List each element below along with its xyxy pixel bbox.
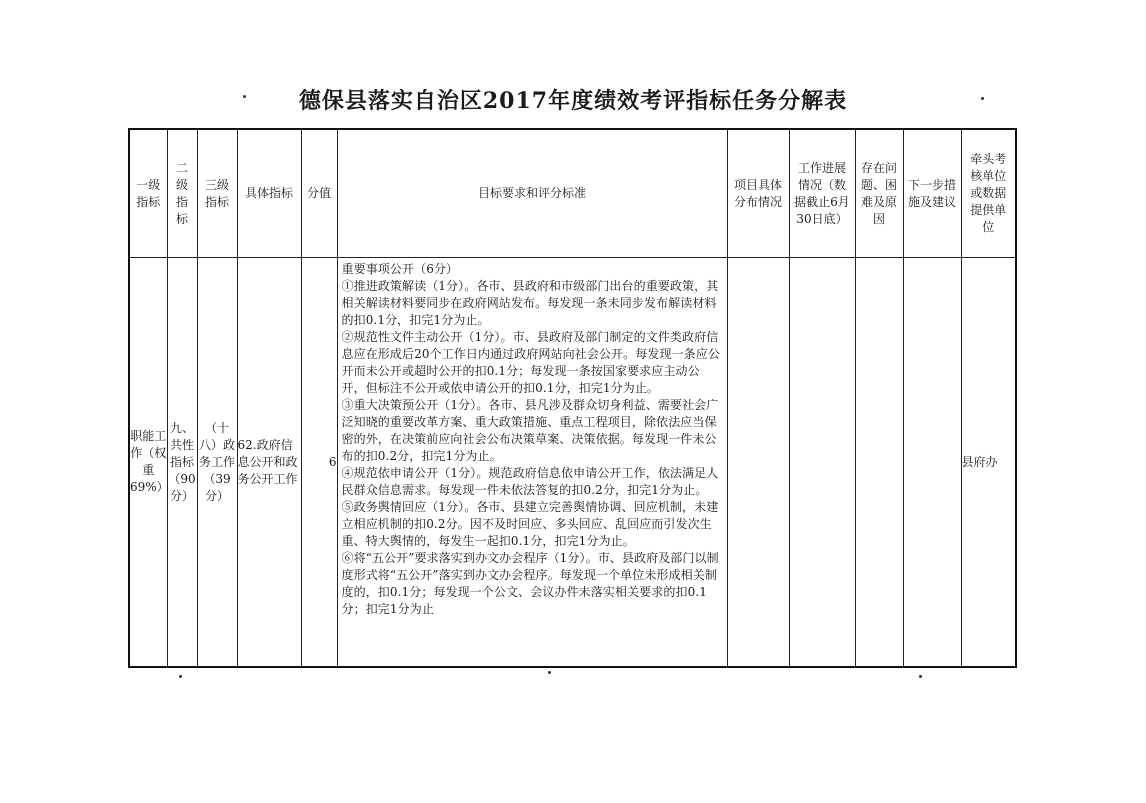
header-score: 分值	[301, 129, 337, 258]
header-level2: 二级指标	[167, 129, 197, 258]
cell-level1: 职能工作（权重69%）	[129, 258, 167, 668]
table-header-row	[129, 129, 1016, 258]
criteria-item: ⑥将“五公开”要求落实到办文办会程序（1分）。市、县政府及部门以制度形式将“五公开”落实到办文办会程序。每发现一个单位未形成相关制度的，扣0.1分；每发现一个公文、会议办件未落实相关要求的扣0.1分；扣完1分为止	[341, 551, 719, 616]
criteria-item: ⑤政务舆情回应（1分）。各市、县建立完善舆情协调、回应机制，未建立相应机制的扣0.2分。因不及时回应、多头回应、乱回应而引发次生重、特大舆情的，每发生一起扣0.1分，扣完1分为止。	[341, 500, 719, 548]
criteria-heading: 重要事项公开（6分）	[341, 262, 459, 276]
criteria-item: ②规范性文件主动公开（1分）。市、县政府及部门制定的文件类政府信息应在形成后20个工作日内通过政府网站向社会公开。每发现一条应公开而未公开或超时公开的扣0.1分；每发现一条按国家要求应主动公开，但标注不公开或依申请公开的扣0.1分，扣完1分为止。	[341, 330, 720, 395]
cell-progress	[789, 258, 855, 668]
cell-level2: 九、共性指标（90分）	[167, 258, 197, 668]
header-progress: 工作进展情况（数据截止6月30日底）	[789, 129, 855, 258]
table-row	[129, 258, 1016, 668]
scan-speck	[919, 675, 922, 678]
cell-distribution	[727, 258, 789, 668]
header-criteria: 目标要求和评分标准	[337, 129, 727, 258]
cell-problems	[855, 258, 903, 668]
cell-lead-unit: 县府办	[961, 258, 1016, 668]
header-lead-unit: 牵头考核单位或数据提供单位	[961, 129, 1016, 258]
cell-level3: （十八）政务工作（39分）	[197, 258, 237, 668]
header-distribution: 项目具体分布情况	[727, 129, 789, 258]
cell-next-steps	[903, 258, 961, 668]
criteria-item: ①推进政策解读（1分）。各市、县政府和市级部门出台的重要政策，其相关解读材料要同步在政府网站发布。每发现一条未同步发布解读材料的扣0.1分，扣完1分为止。	[341, 279, 719, 327]
page-title: 德保县落实自治区2017年度绩效考评指标任务分解表	[298, 88, 848, 114]
task-breakdown-table	[128, 128, 1017, 668]
header-level1: 一级指标	[129, 129, 167, 258]
cell-score: 6	[301, 258, 337, 668]
header-specific: 具体指标	[237, 129, 301, 258]
cell-criteria	[337, 258, 727, 668]
scan-speck	[179, 675, 182, 678]
criteria-item: ③重大决策预公开（1分）。各市、县凡涉及群众切身利益、需要社会广泛知晓的重要改革方案、重大政策措施、重点工程项目，除依法应当保密的外，在决策前应向社会公布决策草案、决策依据。每发现一件未公布的扣0.2分，扣完1分为止。	[341, 398, 719, 463]
scan-speck	[548, 671, 551, 674]
header-problems: 存在问题、困难及原因	[855, 129, 903, 258]
header-next-steps: 下一步措施及建议	[903, 129, 961, 258]
criteria-item: ④规范依申请公开（1分）。规范政府信息依申请公开工作，依法满足人民群众信息需求。每发现一件未依法答复的扣0.2分，扣完1分为止。	[341, 466, 719, 497]
cell-specific: 62.政府信息公开和政务公开工作	[237, 258, 301, 668]
header-level3: 三级指标	[197, 129, 237, 258]
